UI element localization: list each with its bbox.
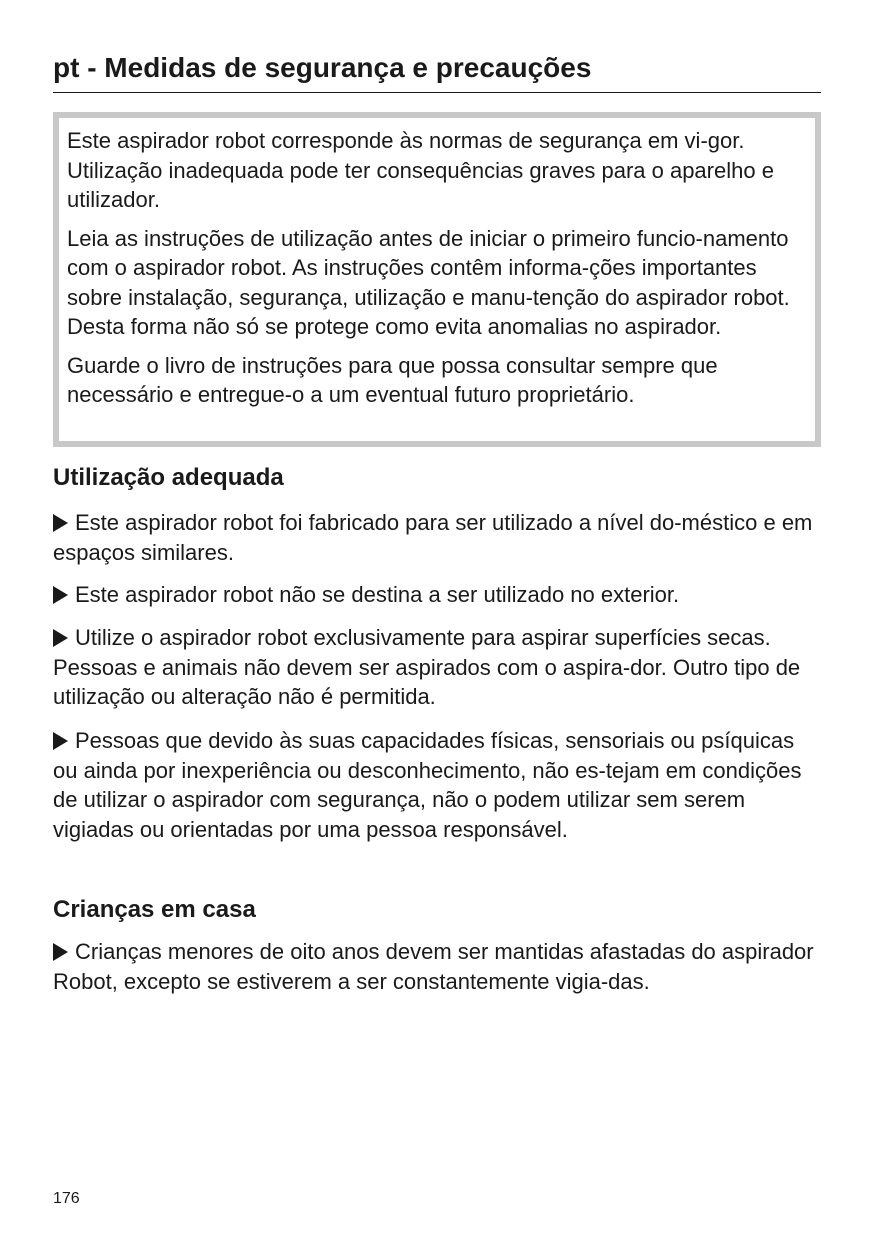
list-item-text: Este aspirador robot foi fabricado para ser utilizado a nível do-méstico e em espaços similares. bbox=[53, 510, 813, 565]
section-title-children: Crianças em casa bbox=[53, 896, 256, 923]
list-item-text: Utilize o aspirador robot exclusivamente para aspirar superfícies secas. Pessoas e animais não devem ser aspirados com o aspira-dor. Outro tipo de utilização ou alteração não é permitida. bbox=[53, 625, 801, 709]
bullet-triangle-icon bbox=[53, 943, 68, 961]
list-item-text: Este aspirador robot não se destina a ser utilizado no exterior. bbox=[75, 582, 680, 607]
section-title-usage: Utilização adequada bbox=[53, 464, 284, 491]
list-item bbox=[53, 937, 821, 996]
warning-paragraph: Leia as instruções de utilização antes de iniciar o primeiro funcio-namento com o aspirador robot. As instruções contêm informa-ções importantes sobre instalação, segurança, utilização e manu-tenção do aspirador robot. Desta forma não só se protege como evita anomalias no aspirador. bbox=[67, 225, 790, 339]
bullet-triangle-icon bbox=[53, 732, 68, 750]
list-item bbox=[53, 726, 821, 844]
page-number: 176 bbox=[53, 1190, 80, 1207]
bullet-triangle-icon bbox=[53, 629, 68, 647]
list-item bbox=[53, 580, 821, 610]
bullet-triangle-icon bbox=[53, 586, 68, 604]
safety-warning-box bbox=[53, 112, 821, 447]
list-item-text: Pessoas que devido às suas capacidades físicas, sensoriais ou psíquicas ou ainda por inexperiência ou desconhecimento, não es-tejam em condições de utilizar o aspirador com segurança, não o podem utilizar sem serem vigiadas ou orientadas por uma pessoa responsável. bbox=[53, 728, 802, 842]
list-item bbox=[53, 508, 821, 567]
bullet-triangle-icon bbox=[53, 514, 68, 532]
warning-paragraph: Este aspirador robot corresponde às normas de segurança em vi-gor. Utilização inadequada pode ter consequências graves para o aparelho e utilizador. bbox=[67, 128, 774, 212]
warning-paragraph: Guarde o livro de instruções para que possa consultar sempre que necessário e entregue-o a um eventual futuro proprietário. bbox=[67, 352, 718, 407]
list-item-text: Crianças menores de oito anos devem ser mantidas afastadas do aspirador Robot, excepto se estiverem a ser constantemente vigia-das. bbox=[53, 939, 814, 994]
list-item bbox=[53, 623, 821, 712]
page-header-title: pt - Medidas de segurança e precauções bbox=[53, 48, 821, 93]
